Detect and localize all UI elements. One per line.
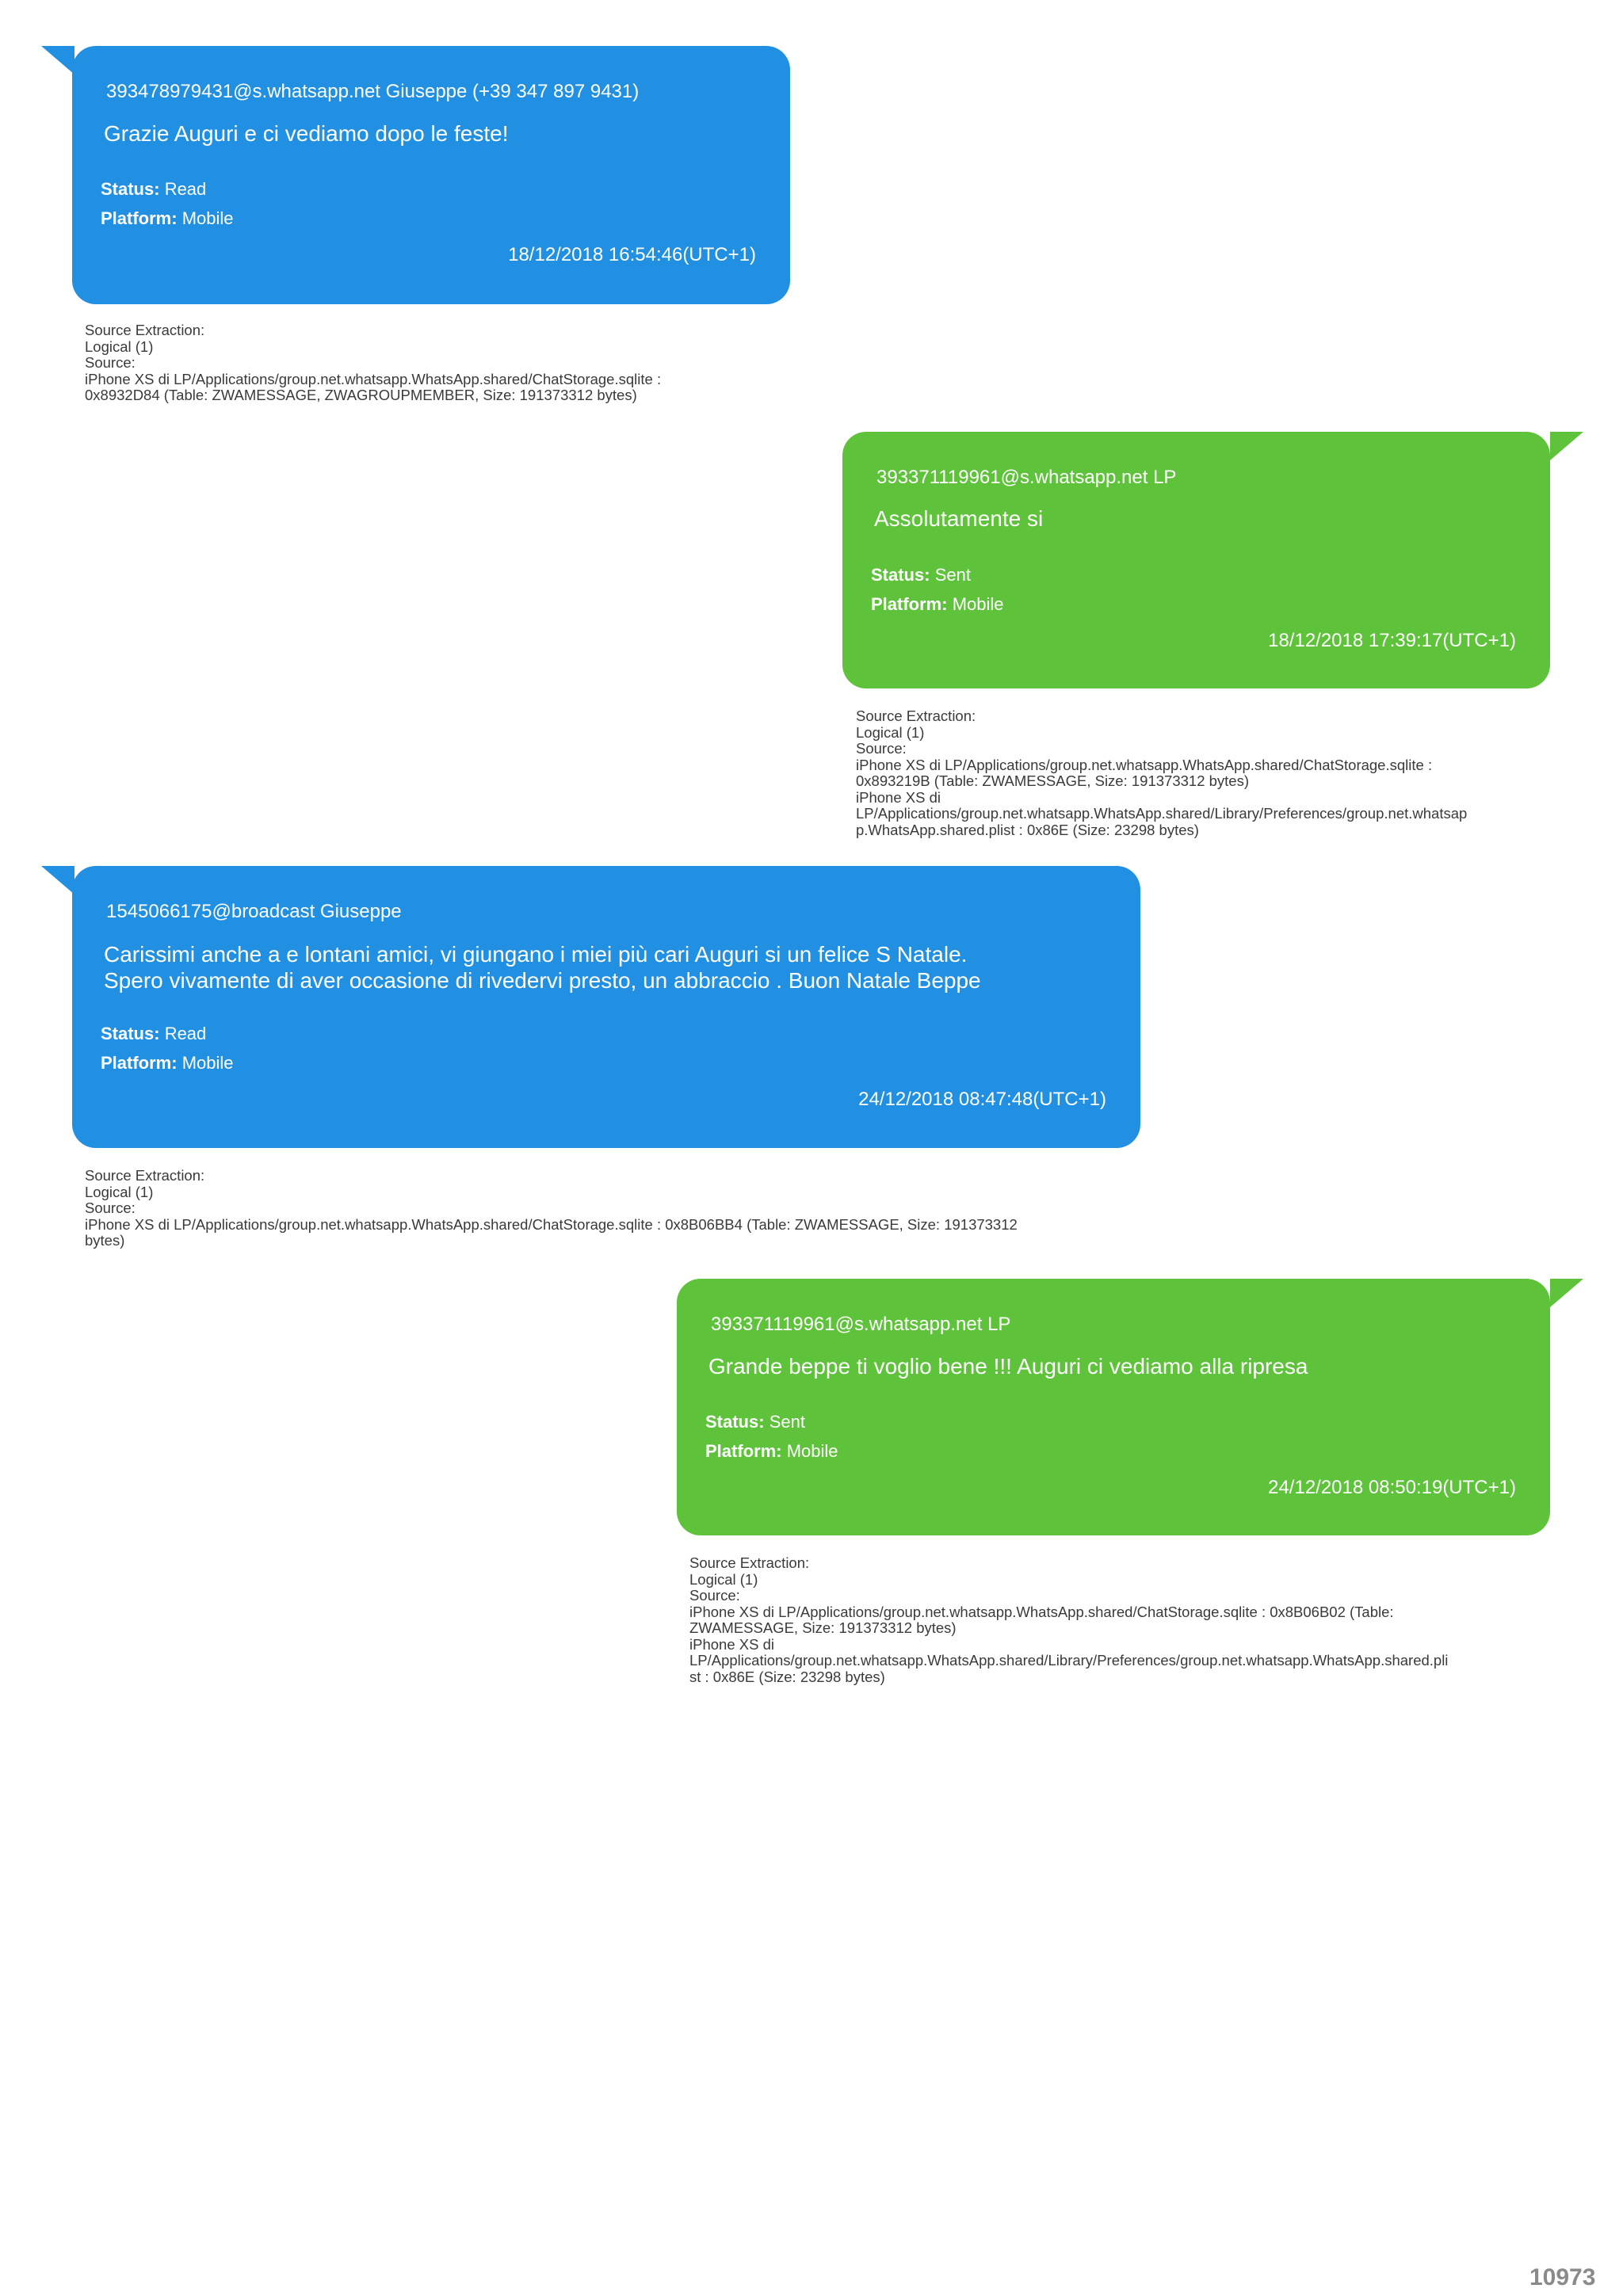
sender-label: 1545066175@broadcast Giuseppe — [106, 901, 402, 922]
platform-row — [101, 1053, 234, 1074]
message-text-line: Assolutamente si — [874, 506, 1044, 531]
source-line: st : 0x86E (Size: 23298 bytes) — [689, 1668, 885, 1685]
source-line: Source Extraction: — [85, 322, 205, 338]
status-row — [871, 565, 971, 585]
source-line: Logical (1) — [85, 338, 154, 355]
status-row — [101, 179, 206, 200]
platform-label: Platform: — [101, 208, 178, 228]
source-line: LP/Applications/group.net.whatsapp.WhatsApp.shared/Library/Preferences/group.net.whatsapp.WhatsApp.shared.pli — [689, 1652, 1449, 1669]
message-timestamp: 18/12/2018 17:39:17(UTC+1) — [1268, 630, 1516, 651]
message-text — [104, 941, 981, 994]
sender-label: 393371119961@s.whatsapp.net LP — [711, 1314, 1011, 1335]
source-line: p.WhatsApp.shared.plist : 0x86E (Size: 23298 bytes) — [856, 821, 1199, 838]
source-extraction-block — [856, 708, 1467, 838]
source-line: iPhone XS di — [856, 788, 941, 806]
source-line: LP/Applications/group.net.whatsapp.WhatsApp.shared/Library/Preferences/group.net.whatsap — [856, 805, 1468, 822]
source-line: Source: — [85, 354, 136, 371]
status-value: Sent — [769, 1412, 805, 1432]
message-bubble-incoming[interactable] — [72, 46, 790, 304]
source-line: iPhone XS di LP/Applications/group.net.whatsapp.WhatsApp.shared/ChatStorage.sqlite : — [856, 756, 1433, 773]
source-line: Source: — [85, 1199, 136, 1216]
platform-row — [101, 208, 234, 229]
platform-value: Mobile — [181, 1053, 234, 1073]
message-timestamp: 18/12/2018 16:54:46(UTC+1) — [508, 244, 756, 265]
source-line: Source Extraction: — [689, 1554, 810, 1571]
source-line: Logical (1) — [856, 723, 925, 741]
platform-value: Mobile — [786, 1441, 838, 1461]
status-value: Sent — [934, 565, 971, 585]
status-label: Status: — [101, 179, 160, 199]
message-text-line: Grazie Auguri e ci vediamo dopo le feste! — [104, 121, 509, 146]
source-extraction-block — [85, 1168, 1018, 1249]
source-line: ZWAMESSAGE, Size: 191373312 bytes) — [689, 1619, 957, 1636]
source-line: Source Extraction: — [85, 1167, 205, 1184]
status-row — [705, 1412, 805, 1432]
message-bubble-outgoing[interactable] — [842, 432, 1550, 688]
bubble-tail — [1550, 432, 1583, 460]
source-line: Source: — [689, 1587, 740, 1604]
sender-label: 393371119961@s.whatsapp.net LP — [876, 467, 1177, 488]
bubble-tail — [41, 866, 74, 894]
bubble-tail — [1550, 1279, 1583, 1307]
platform-label: Platform: — [101, 1053, 178, 1073]
message-text — [874, 505, 1043, 532]
page-number: 10973 — [1529, 2264, 1596, 2290]
platform-row — [871, 594, 1004, 615]
source-line: iPhone XS di LP/Applications/group.net.whatsapp.WhatsApp.shared/ChatStorage.sqlite : — [85, 370, 662, 387]
message-text — [708, 1353, 1308, 1379]
message-bubble-incoming[interactable] — [72, 866, 1140, 1148]
source-line: Logical (1) — [85, 1183, 154, 1200]
message-text-line: Spero vivamente di aver occasione di rivedervi presto, un abbraccio . Buon Natale Beppe — [104, 968, 981, 993]
source-extraction-block — [689, 1555, 1448, 1685]
source-line: 0x893219B (Table: ZWAMESSAGE, Size: 191373312 bytes) — [856, 772, 1249, 789]
status-row — [101, 1024, 206, 1044]
source-line: iPhone XS di LP/Applications/group.net.whatsapp.WhatsApp.shared/ChatStorage.sqlite : 0x8B06B02 (Table: — [689, 1603, 1394, 1620]
sender-label: 393478979431@s.whatsapp.net Giuseppe (+39 347 897 9431) — [106, 81, 640, 102]
status-label: Status: — [101, 1024, 160, 1043]
message-text-line: Grande beppe ti voglio bene !!! Auguri ci vediamo alla ripresa — [708, 1354, 1308, 1379]
bubble-tail — [41, 46, 74, 74]
status-value: Read — [164, 179, 207, 199]
message-timestamp: 24/12/2018 08:47:48(UTC+1) — [858, 1089, 1106, 1110]
message-text-line: Carissimi anche a e lontani amici, vi giungano i miei più cari Auguri si un felice S Natale. — [104, 942, 968, 967]
message-bubble-outgoing[interactable] — [677, 1279, 1550, 1535]
platform-value: Mobile — [952, 594, 1004, 614]
source-line: iPhone XS di LP/Applications/group.net.whatsapp.WhatsApp.shared/ChatStorage.sqlite : 0x8B06BB4 (Table: ZWAMESSAGE, Size: 191373312 — [85, 1215, 1018, 1233]
source-extraction-block — [85, 322, 661, 404]
platform-label: Platform: — [705, 1441, 782, 1461]
source-line: iPhone XS di — [689, 1635, 774, 1653]
platform-label: Platform: — [871, 594, 948, 614]
message-timestamp: 24/12/2018 08:50:19(UTC+1) — [1268, 1477, 1516, 1498]
status-label: Status: — [705, 1412, 765, 1432]
source-line: Logical (1) — [689, 1570, 758, 1588]
status-label: Status: — [871, 565, 930, 585]
source-line: Source: — [856, 740, 907, 757]
platform-row — [705, 1441, 838, 1462]
source-line: Source Extraction: — [856, 707, 976, 724]
status-value: Read — [164, 1024, 207, 1043]
source-line: bytes) — [85, 1232, 125, 1249]
source-line: 0x8932D84 (Table: ZWAMESSAGE, ZWAGROUPMEMBER, Size: 191373312 bytes) — [85, 387, 637, 403]
platform-value: Mobile — [181, 208, 234, 228]
message-text — [104, 120, 509, 147]
